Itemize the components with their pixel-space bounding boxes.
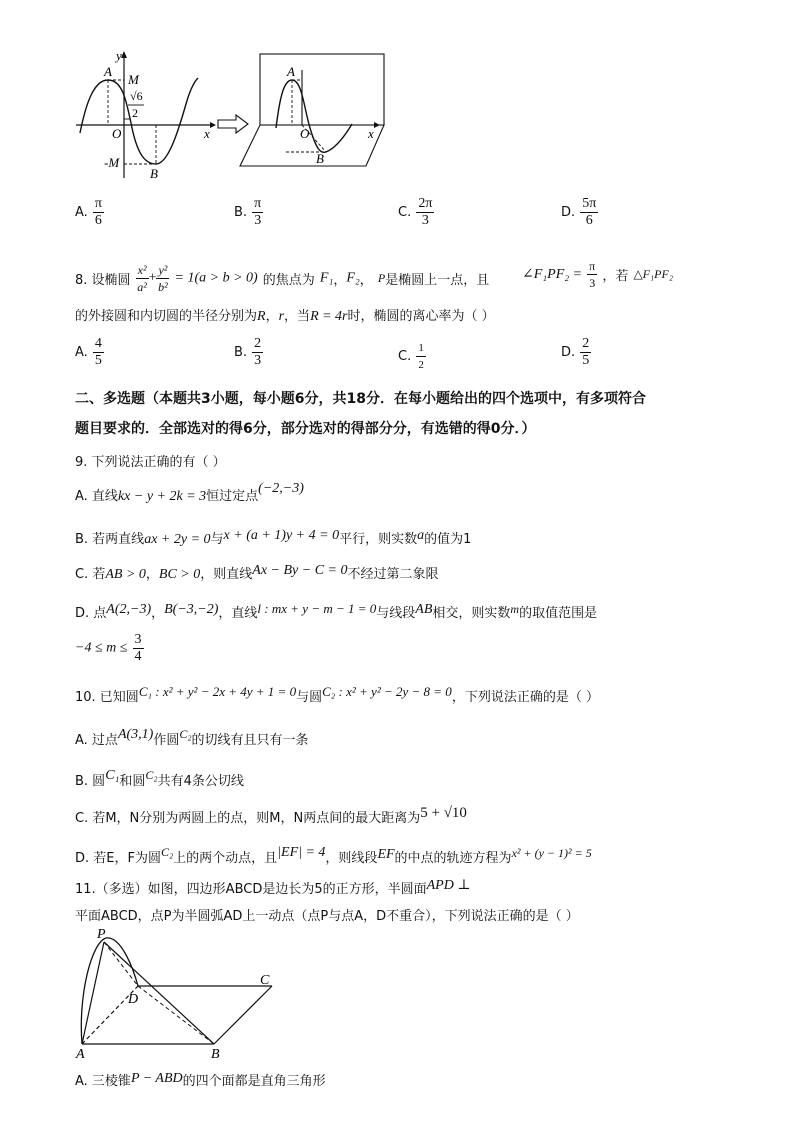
q7-option-a[interactable] xyxy=(75,196,104,229)
q10d-length: |EF| = 4 xyxy=(277,845,326,860)
q9b-var: a xyxy=(417,528,425,543)
q10-text: 10. 已知圆 xyxy=(75,690,139,705)
q9-text: 恒过定点 xyxy=(206,489,259,504)
eq-frac-x: $\frac{\text{x²}}{\text{a²}}$ xyxy=(137,263,147,294)
q11-option-a[interactable] xyxy=(75,1070,326,1090)
option-letter: B. xyxy=(234,205,248,220)
option-fraction: $\frac{1}{2}$ xyxy=(418,342,424,371)
q10c-value: 5 + √10 xyxy=(420,805,467,821)
q8-sep: ， xyxy=(265,309,279,324)
q11-text: 的四个面都是直角三角形 xyxy=(182,1074,326,1089)
section2-heading-line2: 题目要求的．全部选对的得6分，部分选对的得部分分，有选错的得0分．） xyxy=(75,421,536,437)
q9-text: A. 直线 xyxy=(75,489,118,504)
focus-f2: F₂ xyxy=(346,270,360,286)
q10-text: 上的两个动点，且 xyxy=(173,851,278,866)
q9d-segment: AB xyxy=(415,602,433,617)
q9-comma: ， xyxy=(145,567,159,582)
label-negM: -M xyxy=(104,155,120,170)
label-sqrt6: √6 xyxy=(130,89,143,103)
q9c-cond1: AB > 0 xyxy=(105,567,146,582)
angle-frac: $\frac{\pi}{3}$ xyxy=(589,259,596,290)
label-P: P xyxy=(97,927,106,942)
q10a-point: A(3,1) xyxy=(117,727,154,742)
q8-option-a[interactable] xyxy=(75,336,104,369)
pyramid-figure xyxy=(72,924,282,1060)
q8-stem-line1: 8. 设椭圆 $\frac{\text{x²}}{\text{a²}}$ + $\frac{\text{y²}}{\text{b²}}$ = 1(a > b > 0) 的焦点为 F₁，F₂， P是椭圆上一点，且 xyxy=(75,263,490,294)
q8-text: 的外接圆和内切圆的半径分别为 xyxy=(75,309,258,324)
triangle-expr: △F₁PF₂ xyxy=(633,267,673,281)
option-fraction: $\frac{\pi}{6}$ xyxy=(94,196,102,228)
q10-text: 与圆 xyxy=(296,690,323,705)
q10-option-c[interactable] xyxy=(75,807,467,827)
radius-R: R xyxy=(257,309,266,324)
q7-option-d[interactable] xyxy=(561,196,598,229)
q10-text: 和圆 xyxy=(119,774,146,789)
q9d-point-b: B(−3,−2) xyxy=(164,602,219,617)
q9d-point-a: A(2,−3) xyxy=(106,602,152,617)
q9b-line2: x + (a + 1)y + 4 = 0 xyxy=(223,528,340,543)
q10-circle1: C₁ : x² + y² − 2x + 4y + 1 = 0 xyxy=(138,684,297,699)
q10-text: D. 若E，F为圆 xyxy=(75,851,161,866)
q8-angle xyxy=(522,258,673,291)
q10-text: ，下列说法正确的是（ ） xyxy=(451,690,599,705)
q10d-circle: C₂ xyxy=(160,845,174,859)
q10-option-a[interactable] xyxy=(75,729,309,749)
option-fraction: $\frac{5\pi}{6}$ xyxy=(582,196,597,228)
q8-text: 是椭圆上一点，且 xyxy=(385,273,490,288)
q8-option-b[interactable] xyxy=(234,336,263,369)
q8-text: ，当 xyxy=(284,309,311,324)
q10-text: 作圆 xyxy=(153,733,180,748)
transform-arrow xyxy=(218,115,248,133)
option-fraction: $\frac{4}{5}$ xyxy=(94,336,102,368)
option-letter: B. xyxy=(234,345,248,360)
q11-text: 11.（多选）如图，四边形ABCD是边长为5的正方形，半圆面 xyxy=(75,882,427,897)
q10-option-b[interactable] xyxy=(75,770,244,790)
q9-text: D. 点 xyxy=(75,606,107,621)
option-letter: C. xyxy=(398,205,412,220)
label-C: C xyxy=(260,973,270,988)
y-axis-arrow xyxy=(121,51,127,58)
q9-stem: 9. 下列说法正确的有（ ） xyxy=(75,455,226,470)
q8-comma: ， xyxy=(333,273,347,288)
label-D: D xyxy=(128,992,139,1007)
q9-option-c[interactable] xyxy=(75,563,439,583)
option-letter: C. xyxy=(398,349,412,364)
q9-text: ，则直线 xyxy=(200,567,253,582)
q9-text: C. 若 xyxy=(75,567,106,582)
q7-option-c[interactable] xyxy=(398,196,434,229)
label-two: 2 xyxy=(132,106,138,120)
x-axis-arrow xyxy=(210,122,216,128)
q10-text: A. 过点 xyxy=(75,733,118,748)
q9-option-a[interactable] xyxy=(75,481,304,505)
q10d-segment: EF xyxy=(377,847,395,862)
option-letter: D. xyxy=(561,345,576,360)
option-fraction: $\frac{2}{3}$ xyxy=(254,336,262,368)
label-y: y xyxy=(116,48,122,63)
label-B: B xyxy=(150,166,158,181)
label-B-right: B xyxy=(316,151,324,166)
q10-stem xyxy=(75,686,599,705)
label-O: O xyxy=(112,126,122,141)
q10b-circle1: C₁ xyxy=(105,768,120,783)
q10b-circle2: C₂ xyxy=(145,768,158,782)
q9b-line1: ax + 2y = 0 xyxy=(144,532,211,547)
q9d-var: m xyxy=(510,602,520,616)
q9-text: 相交，则实数 xyxy=(432,606,511,621)
q9-text: 与 xyxy=(210,532,224,547)
q10a-circle: C₂ xyxy=(179,727,192,741)
q9-text: ，直线 xyxy=(218,606,258,621)
label-B: B xyxy=(211,1047,220,1060)
option-letter: A. xyxy=(75,205,88,220)
q8-prefix: 8. 设椭圆 xyxy=(75,273,131,288)
q9a-point: (−2,−3) xyxy=(258,481,304,496)
q9-text: 的取值范围是 xyxy=(519,606,598,621)
label-A: A xyxy=(76,1047,85,1060)
angle-expr: ∠F₁PF₂ = xyxy=(522,267,583,282)
option-fraction: $\frac{2\pi}{3}$ xyxy=(418,196,433,228)
q9c-cond2: BC > 0 xyxy=(158,567,201,582)
q9-option-d[interactable] xyxy=(75,602,597,622)
q10-text: 的中点的轨迹方程为 xyxy=(394,851,512,866)
option-fraction: $\frac{\pi}{3}$ xyxy=(254,196,262,228)
label-M: M xyxy=(128,72,139,87)
q9-text: 不经过第二象限 xyxy=(347,567,439,582)
option-fraction: $\frac{2}{5}$ xyxy=(582,336,590,368)
q9-comma: ， xyxy=(151,606,165,621)
q7-option-b[interactable] xyxy=(234,196,263,229)
q10-circle2: C₂ : x² + y² − 2y − 8 = 0 xyxy=(322,684,452,699)
q9d-range: −4 ≤ m ≤ xyxy=(75,640,128,656)
wave-figure xyxy=(70,48,400,188)
q8-option-d[interactable] xyxy=(561,336,591,369)
q10-option-d[interactable] xyxy=(75,847,592,867)
q11a-pyramid: P − ABD xyxy=(130,1071,183,1086)
q8-option-c[interactable] xyxy=(398,340,426,373)
q8-condition: R = 4r xyxy=(310,309,348,324)
sine-graph xyxy=(76,48,216,181)
q10d-locus: x² + (y − 1)² = 5 xyxy=(511,846,592,860)
q11-stem-line1 xyxy=(75,878,471,898)
q10-text: 的切线有且只有一条 xyxy=(191,733,309,748)
q10-text: ，则线段 xyxy=(325,851,378,866)
label-A: A xyxy=(104,64,112,79)
q8-stem-line2 xyxy=(75,305,495,325)
q8-comma2: ， xyxy=(359,273,373,288)
label-x: x xyxy=(204,126,210,141)
q9a-equation: kx − y + 2k = 3 xyxy=(117,489,207,504)
q9-text: B. 若两直线 xyxy=(75,532,145,547)
q9-text: 平行，则实数 xyxy=(339,532,418,547)
q9d-line: l : mx + y − m − 1 = 0 xyxy=(257,601,377,616)
label-x-right: x xyxy=(368,126,374,141)
q8-text: ，若 xyxy=(602,269,629,284)
q11-stem-line2: 平面ABCD，点P为半圆弧AD上一动点（点P与点A，D不重合），下列说法正确的是（ ） xyxy=(75,909,579,924)
radius-r: r xyxy=(278,309,285,324)
q10-text: B. 圆 xyxy=(75,774,106,789)
q11-plane: APD ⊥ xyxy=(426,878,471,893)
section2-heading-line1: 二、多选题（本题共3小题，每小题6分，共18分．在每小题给出的四个选项中，有多项符合 xyxy=(75,391,646,407)
q9-text: 的值为1 xyxy=(424,532,472,547)
q9c-line: Ax − By − C = 0 xyxy=(252,563,348,578)
label-A-right: A xyxy=(287,64,295,79)
eq-rest: = 1(a > b > 0) xyxy=(174,270,258,286)
q9-text: 与线段 xyxy=(376,606,416,621)
q8-text: 的焦点为 xyxy=(262,273,315,288)
folded-graph xyxy=(240,54,384,166)
q11-text: A. 三棱锥 xyxy=(75,1074,131,1089)
option-letter: A. xyxy=(75,345,88,360)
eq-frac-y: $\frac{\text{y²}}{\text{b²}}$ xyxy=(158,263,168,294)
q10-text: 共有4条公切线 xyxy=(157,774,244,789)
point-p: P xyxy=(377,271,386,285)
option-letter: D. xyxy=(561,205,576,220)
label-O-right: O xyxy=(300,126,310,141)
q9-d-range xyxy=(75,632,144,665)
q9d-range-frac: $\frac{3}{4}$ xyxy=(134,632,142,664)
q10-text: C. 若M，N分别为两圆上的点，则M，N两点间的最大距离为 xyxy=(75,811,421,826)
q8-text: 时，椭圆的离心率为（ ） xyxy=(347,309,495,324)
focus-f1: F₁ xyxy=(319,270,334,286)
q9-option-b[interactable] xyxy=(75,528,471,548)
